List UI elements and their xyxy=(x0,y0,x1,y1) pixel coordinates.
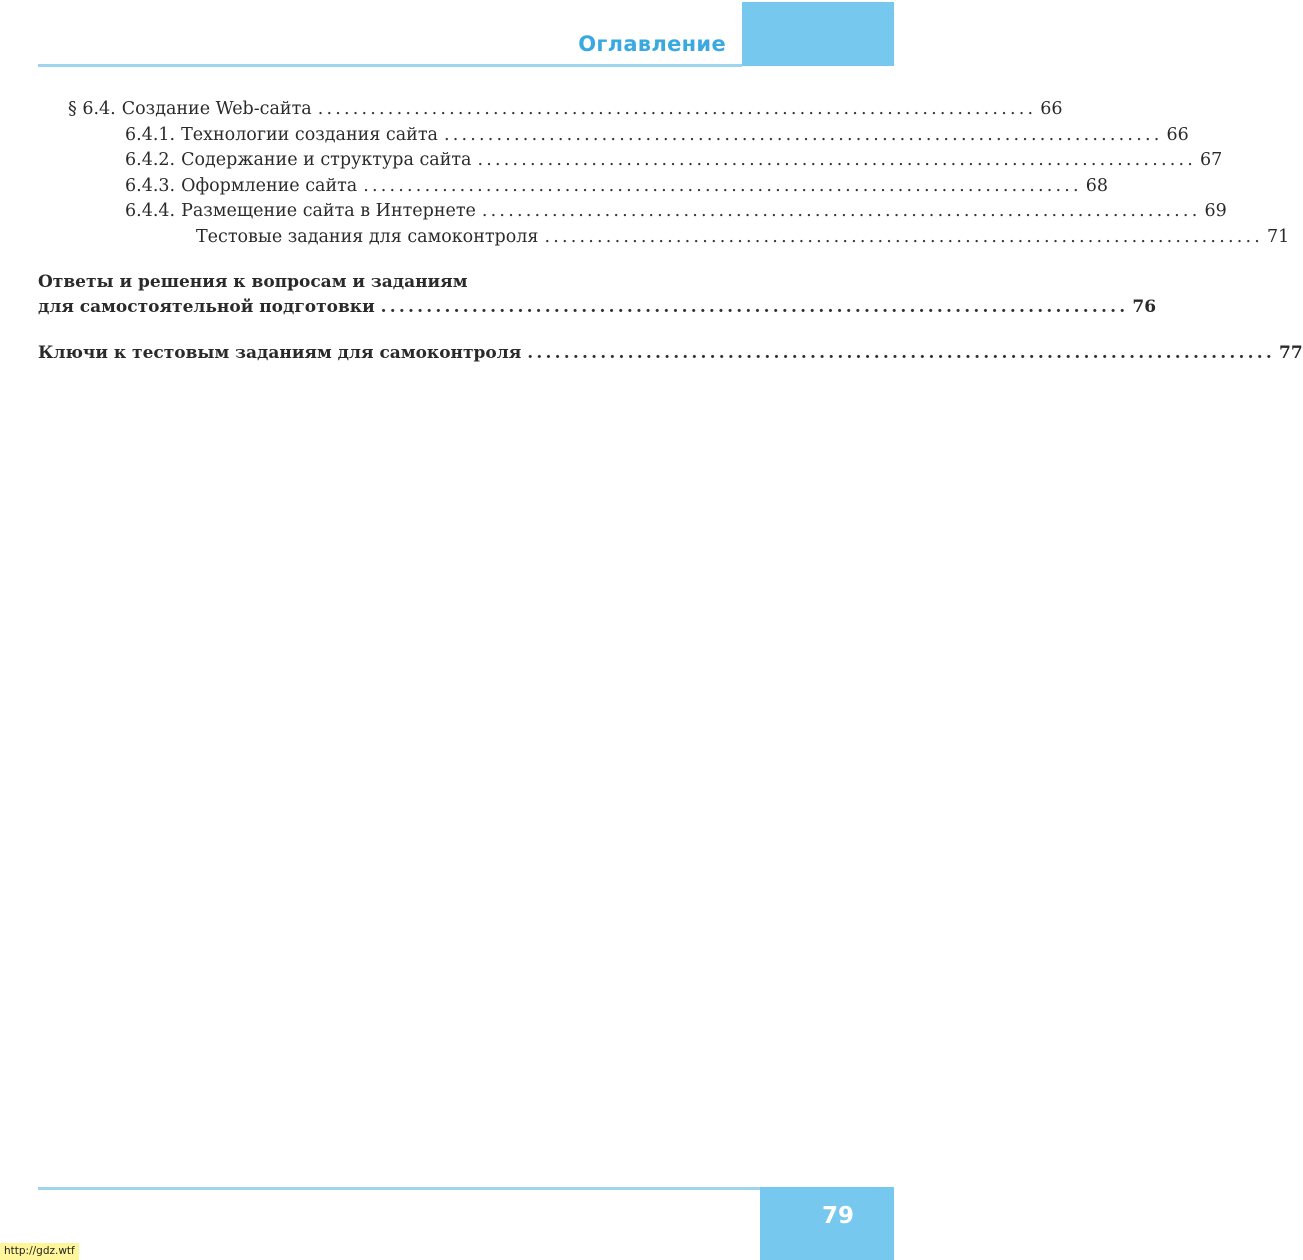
toc-entry-title-line-1: Ответы и решения к вопросам и заданиям xyxy=(38,272,468,292)
toc-dot-leader: .................................................................................. xyxy=(380,297,1129,317)
toc-entry-title: Ключи к тестовым заданиям для самоконтроля xyxy=(38,342,522,363)
header-divider xyxy=(38,64,742,67)
toc-entry-title: Создание Web-сайта xyxy=(121,99,312,119)
toc-entry-6-4-2[interactable] xyxy=(38,148,1223,174)
toc-entry-number: 6.4.1. xyxy=(125,124,176,145)
toc-entry-keys[interactable] xyxy=(38,341,1303,367)
toc-entry-number: § 6.4. xyxy=(68,99,116,119)
toc-dot-leader: .................................................................................. xyxy=(544,226,1264,247)
toc-entry-6-4-4[interactable] xyxy=(38,199,1227,225)
toc-entry-title-line-2: для самостоятельной подготовки xyxy=(38,297,375,317)
watermark-link[interactable]: http://gdz.wtf xyxy=(0,1243,79,1260)
toc-entry-page: 68 xyxy=(1085,175,1109,196)
toc-entry-6-4-3[interactable] xyxy=(38,174,1109,200)
toc-entry-number: 6.4.4. xyxy=(125,201,176,221)
header-tab xyxy=(742,2,894,66)
toc-entry-title: Тестовые задания для самоконтроля xyxy=(196,226,539,247)
table-of-contents xyxy=(38,97,1303,366)
toc-entry-page: 76 xyxy=(1132,297,1157,317)
toc-entry-title: Содержание и структура сайта xyxy=(181,150,472,170)
toc-entry-page: 66 xyxy=(1166,124,1189,145)
toc-dot-leader: .................................................................................. xyxy=(317,99,1037,119)
toc-entry-title: Технологии создания сайта xyxy=(181,124,438,145)
toc-entry-title: Оформление сайта xyxy=(181,175,358,196)
toc-entry-self-test[interactable] xyxy=(38,225,1290,251)
page-title: Оглавление xyxy=(578,32,726,56)
footer-divider xyxy=(38,1187,760,1190)
toc-entry-title: Размещение сайта в Интернете xyxy=(181,201,476,221)
toc-dot-leader: .................................................................................. xyxy=(443,124,1163,145)
toc-entry-page: 67 xyxy=(1200,150,1223,170)
toc-entry-section-6-4[interactable] xyxy=(38,97,1063,123)
toc-entry-number: 6.4.3. xyxy=(125,175,176,196)
toc-entry-page: 69 xyxy=(1204,201,1227,221)
toc-dot-leader: .................................................................................. xyxy=(363,175,1082,196)
page-number: 79 xyxy=(822,1203,855,1229)
toc-dot-leader: .................................................................................. xyxy=(527,342,1276,363)
toc-dot-leader: .................................................................................. xyxy=(477,150,1197,170)
toc-entry-page: 77 xyxy=(1279,342,1303,363)
toc-dot-leader: .................................................................................. xyxy=(481,201,1201,221)
toc-entry-page: 71 xyxy=(1267,226,1290,247)
toc-entry-number: 6.4.2. xyxy=(125,150,176,170)
toc-entry-6-4-1[interactable] xyxy=(38,123,1189,149)
toc-entry-page: 66 xyxy=(1040,99,1063,119)
toc-entry-answers[interactable] xyxy=(38,270,1157,321)
